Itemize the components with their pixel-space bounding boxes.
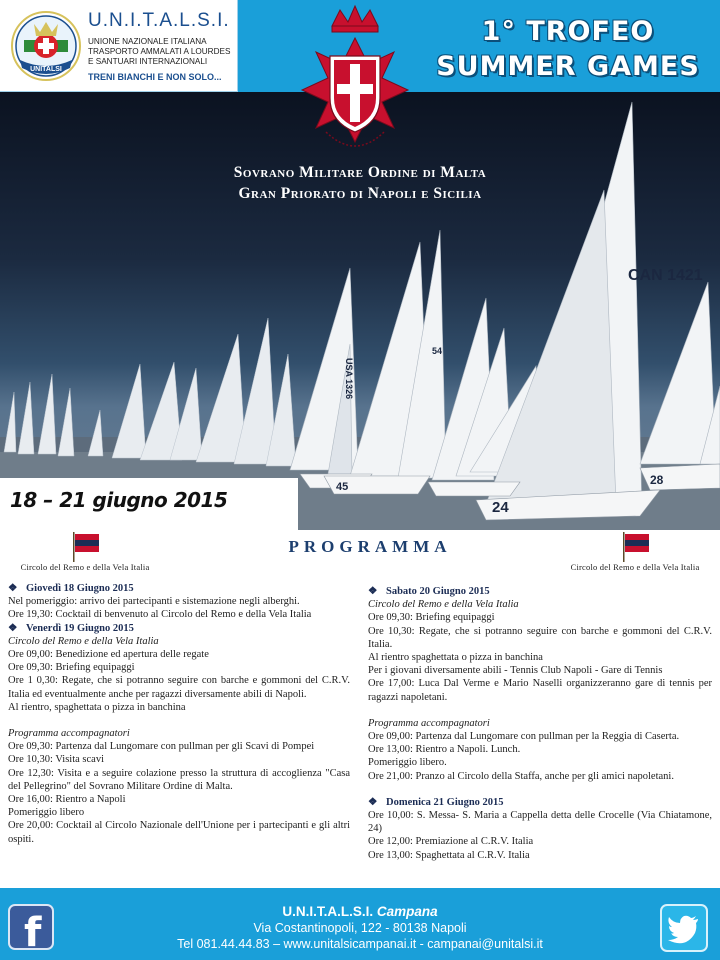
diamond-bullet-icon: ❖ <box>8 622 18 634</box>
program-title: PROGRAMMA <box>288 537 452 556</box>
venue-line: Circolo del Remo e della Vela Italia <box>368 599 519 611</box>
org-tagline: TRENI BIANCHI E NON SOLO... <box>88 72 222 82</box>
spacer <box>368 783 712 796</box>
day-heading <box>368 585 712 598</box>
footer-contacts <box>110 904 610 952</box>
program-line: Ore 16,00: Rientro a Napoli <box>8 794 126 806</box>
day-title: Venerdì 19 Giugno 2015 <box>26 622 134 634</box>
program-line: Ore 09,30: Briefing equipaggi <box>368 612 495 624</box>
club-logo-right <box>550 530 720 582</box>
day-heading <box>8 582 350 595</box>
club-flag-icon <box>619 532 651 562</box>
org-subtitle-line: TRASPORTO AMMALATI A LOURDES <box>88 47 231 56</box>
day-title: Giovedì 18 Giugno 2015 <box>26 583 134 594</box>
order-title-line: Gran Priorato di Napoli e Sicilia <box>238 185 482 202</box>
program-line: Al rientro spaghettata o pizza in banchina <box>368 652 543 664</box>
companions-heading: Programma accompagnatori <box>8 728 130 740</box>
program-column-right <box>368 585 712 862</box>
program-line: Ore 13,00: Rientro a Napoli. Lunch. <box>368 744 521 756</box>
day-heading <box>368 796 712 809</box>
day-title: Sabato 20 Giugno 2015 <box>386 586 490 597</box>
program-line: Ore 09,30: Partenza dal Lungomare con pullman per gli Scavi di Pompei <box>8 741 315 753</box>
twitter-icon[interactable] <box>660 904 708 952</box>
program-line: Nel pomeriggio: arrivo dei partecipanti e sistemazione negli alberghi. <box>8 596 300 608</box>
program-line: Al rientro, spaghettata o pizza in banchina <box>8 701 186 713</box>
facebook-glyph: f <box>24 910 42 956</box>
hull-number: 28 <box>650 473 664 487</box>
club-name: Circolo del Remo e della Vela Italia <box>20 562 150 572</box>
org-subtitle-line: UNIONE NAZIONALE ITALIANA <box>88 37 207 46</box>
program-line: Ore 12,30: Visita e a seguire colazione presso la struttura di accoglienza "Casa del Pellegrino" del Sovrano Militare Ordine di Malta. <box>8 767 350 792</box>
sail-number: 54 <box>432 346 443 356</box>
day-title: Domenica 21 Giugno 2015 <box>386 796 504 808</box>
svg-text:UNITALSI: UNITALSI <box>30 66 62 73</box>
event-title <box>420 14 716 84</box>
order-title-line: Sovrano Militare Ordine di Malta <box>233 164 487 181</box>
sail-number: USA 1326 <box>344 358 354 400</box>
footer-org-suffix: Campana <box>376 904 438 919</box>
program-line: Ore 20,00: Cocktail al Circolo Nazionale dell'Unione per i partecipanti e gli altri ospiti. <box>8 820 350 845</box>
club-logo-left <box>0 530 170 582</box>
event-title-line: SUMMER GAMES <box>436 51 700 82</box>
spacer <box>8 714 350 727</box>
footer-address: Via Costantinopoli, 122 - 80138 Napoli <box>253 921 467 935</box>
venue-line: Circolo del Remo e della Vela Italia <box>8 635 159 647</box>
footer-org <box>110 904 610 920</box>
org-subtitle-line: E SANTUARI INTERNAZIONALI <box>88 57 208 66</box>
program-line: Pomeriggio libero <box>8 807 85 819</box>
program-line: Ore 10,00: S. Messa- S. Maria a Cappella detta delle Crocelle (Via Chiatamone, 24) <box>368 810 712 835</box>
companions-heading: Programma accompagnatori <box>368 717 490 729</box>
order-title <box>150 162 570 204</box>
diamond-bullet-icon: ❖ <box>8 583 18 594</box>
day-heading <box>8 622 350 635</box>
sail-number: CAN 1421 <box>628 267 703 284</box>
program-line: Ore 19,30: Cocktail di benvenuto al Circolo del Remo e della Vela Italia <box>8 609 312 621</box>
diamond-bullet-icon: ❖ <box>368 586 378 597</box>
facebook-icon[interactable] <box>8 904 54 956</box>
program-line: Ore 09,30: Briefing equipaggi <box>8 662 135 674</box>
hull-number: 45 <box>336 481 349 493</box>
spacer <box>368 704 712 717</box>
program-line: Ore 09,00: Partenza dal Lungomare con pullman per la Reggia di Caserta. <box>368 731 680 743</box>
program-column-left <box>8 582 350 846</box>
program-line: Ore 10,30: Visita scavi <box>8 754 104 766</box>
program-line: Pomeriggio libero. <box>368 757 447 769</box>
club-name: Circolo del Remo e della Vela Italia <box>570 562 700 572</box>
footer-contact-line[interactable]: Tel 081.44.44.83 – www.unitalsicampanai.it - campanai@unitalsi.it <box>177 937 543 951</box>
order-of-malta-emblem <box>296 4 414 160</box>
program-line: Ore 1 0,30: Regate, che si potranno seguire con barche e gommoni del C.R.V. Italia ed eventualmente anche per ragazzi diversamente abili di Napoli. <box>8 675 350 700</box>
program-line: Per i giovani diversamente abili - Tennis Club Napoli - Gare di Tennis <box>368 665 663 677</box>
unitalsi-logo <box>10 10 82 82</box>
org-logo-box <box>0 0 238 92</box>
hull-number: 24 <box>492 499 509 516</box>
org-subtitle <box>88 37 236 67</box>
program-line: Ore 17,00: Luca Dal Verme e Mario Naselli organizzeranno gare di tennis per ragazzi napoletani. <box>368 678 712 703</box>
program-line: Ore 21,00: Pranzo al Circolo della Staffa, anche per gli amici napoletani. <box>368 770 674 782</box>
club-flag-icon <box>69 532 101 562</box>
program-line: Ore 13,00: Spaghettata al C.R.V. Italia <box>368 849 530 861</box>
program-line: Ore 09,00: Benedizione ed apertura delle regate <box>8 649 209 661</box>
org-name: U.N.I.T.A.L.S.I. <box>88 10 230 31</box>
diamond-bullet-icon: ❖ <box>368 796 378 808</box>
program-line: Ore 10,30: Regate, che si potranno seguire con barche e gommoni del C.R.V. Italia. <box>368 625 712 650</box>
program-line: Ore 12,00: Premiazione al C.R.V. Italia <box>368 836 534 848</box>
event-dates: 18 – 21 giugno 2015 <box>10 488 228 512</box>
footer-org-name: U.N.I.T.A.L.S.I. <box>282 904 374 919</box>
twitter-bird-icon <box>662 906 706 950</box>
event-title-line: 1° TROFEO <box>481 16 655 47</box>
